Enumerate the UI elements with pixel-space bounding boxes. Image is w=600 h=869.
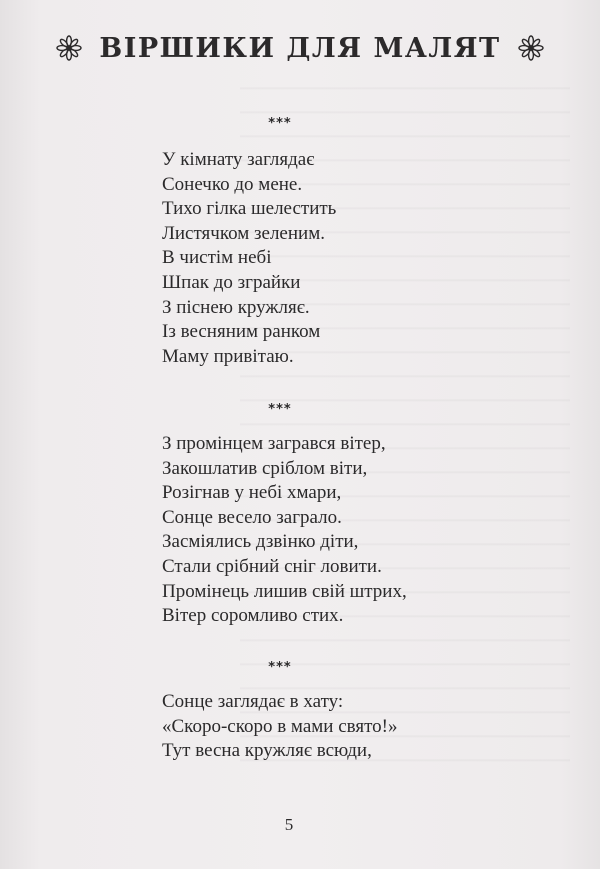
poem-line: Засміялись дзвінко діти, (162, 531, 359, 553)
poem-line: У кімнату заглядає (162, 149, 315, 170)
poem-line: «Скоро-скоро в мами свято!» (162, 715, 398, 737)
page-header (0, 28, 600, 68)
poem-separator: *** (268, 402, 292, 417)
poem-line: Маму привітаю. (162, 345, 294, 367)
poem-line: В чистім небі (162, 247, 272, 269)
poem-line: З промінцем загрався вітер, (162, 433, 386, 454)
poem-line: З піснею кружляє. (162, 296, 310, 318)
flower-ornament-icon (517, 34, 545, 62)
poem-line: Закошлатив сріблом віти, (162, 457, 368, 479)
poem-line: Із весняним ранком (162, 321, 321, 343)
page-title: ВІРШИКИ ДЛЯ МАЛЯТ (99, 32, 501, 64)
poem-line: Вітер соромливо стих. (162, 605, 344, 627)
poem-line: Сонечко до мене. (162, 173, 303, 195)
poem-separator: *** (268, 660, 292, 675)
poem-line: Розігнав у небі хмари, (162, 482, 342, 504)
flower-ornament-icon (55, 34, 83, 62)
poem-line: Сонце заглядає в хату: (162, 691, 344, 712)
poem-line: Тут весна кружляє всюди, (162, 740, 372, 762)
page-number: 5 (284, 815, 294, 834)
poem-line: Листячком зеленим. (162, 222, 325, 244)
poem-stanza (162, 690, 462, 764)
poem-stanza (162, 148, 462, 369)
poem-stanza (162, 432, 462, 629)
poem-line: Стали срібний сніг ловити. (162, 555, 382, 577)
poem-line: Промінець лишив свій штрих, (162, 580, 407, 602)
poem-line: Сонце весело заграло. (162, 506, 342, 528)
poem-line: Шпак до зграйки (162, 271, 301, 293)
poem-separator: *** (268, 116, 292, 131)
poem-line: Тихо гілка шелестить (162, 198, 337, 220)
